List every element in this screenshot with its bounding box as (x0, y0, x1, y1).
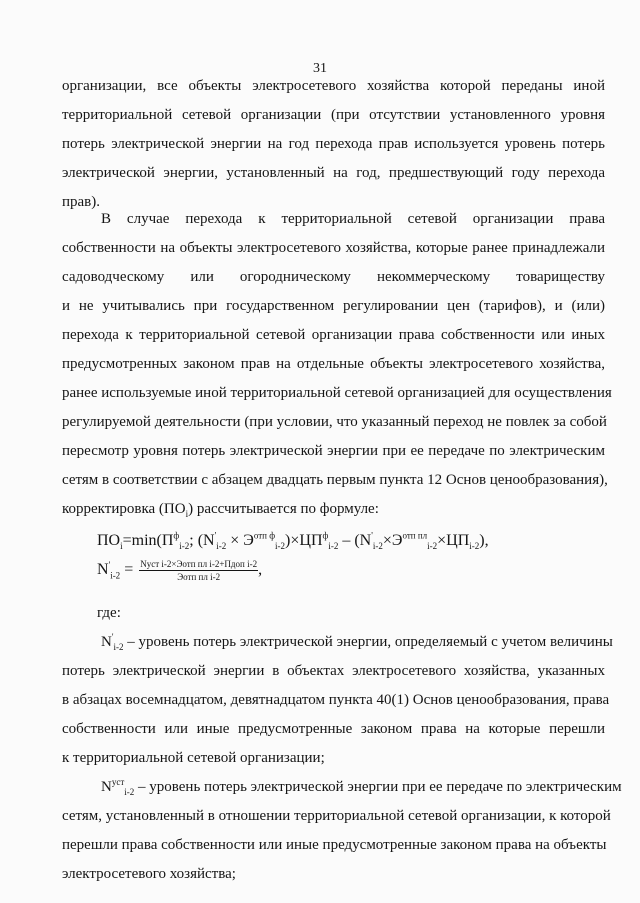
text-line: предусмотренных законом прав на отдельные объекты электросетевого хозяйства, (62, 356, 605, 372)
text-line: электросетевого хозяйства; (62, 866, 236, 882)
text-line: сетям в соответствии с абзацем двадцать первым пункта 12 Основ ценообразования), (62, 472, 608, 488)
formula-po: $ПО_i=\min(П^ф_{i-2}$; $(N'_{i-2} \times Э^{отп ф}_{i-2})\times ЦП^ф_{i-2} - (N'_{i-2}\times Э^{отп пл}_{i-2}\times ЦП_{i-2})$, (97, 530, 489, 552)
text-line: электрической энергии, установленный на год, предшествующий году перехода (62, 165, 605, 181)
text-line: перешли права собственности или иные предусмотренные законом права на объекты (62, 837, 607, 853)
text-line: сетям, установленный в отношении территориальной сетевой организации, к которой (62, 808, 611, 824)
text-line: потерь электрической энергии на год перехода прав используется уровень потерь (62, 136, 605, 152)
formula-intro: корректировка $(ПО_i)$ рассчитывается по формуле: (62, 501, 379, 519)
where-label: где: (97, 605, 121, 621)
text-line: к территориальной сетевой организации; (62, 750, 325, 766)
text-line: ранее используемые иной территориальной сетевой организацией для осуществления (62, 385, 612, 401)
text-line: в абзацах восемнадцатом, девятнадцатом пункта 40(1) Основ ценообразования, права (62, 692, 610, 708)
definition-first-line: $N'_{i-2}$ – уровень потерь электрической энергии, определяемый с учетом величины (101, 632, 613, 652)
text-line: территориальной сетевой организации (при отсутствии установленного уровня (62, 107, 605, 123)
text-line: собственности или иные предусмотренные законом права на которые перешли (62, 721, 605, 737)
fraction (139, 559, 258, 582)
text-line: пересмотр уровня потерь электрической энергии при ее передаче по электрическим (62, 443, 605, 459)
text-line: прав). (62, 194, 101, 210)
text-line: и не учитывались при государственном регулировании цен (тарифов), и (или) (62, 298, 605, 314)
formula-n: $N'_{i-2}$ = $\frac{\text{Nуст i-2×Эотп пл i-2+Пдоп i-2}}{\text{Эотп пл i-2}}$ , (97, 559, 263, 582)
text-line: потерь электрической энергии в объектах электросетевого хозяйства, указанных (62, 663, 605, 679)
fraction-numerator: Nуст i-2×Эотп пл i-2+Пдоп i-2 (140, 559, 258, 569)
text-line: В случае перехода к территориальной сетевой организации права (101, 211, 605, 227)
text-line: регулируемой деятельности (при условии, что указанный переход не повлек за собой (62, 414, 607, 430)
text-line: собственности на объекты электросетевого хозяйства, которые ранее принадлежали (62, 240, 605, 256)
text-line: перехода к территориальной сетевой организации права собственности или иных (62, 327, 605, 343)
fraction-denominator: Эотп пл i-2 (177, 572, 221, 582)
definition-first-line: $N^{уст}_{i-2}$ – уровень потерь электрической энергии при ее передаче по электрическим (101, 777, 622, 797)
page-number: 31 (313, 61, 327, 76)
text-line: садоводческому или огородническому некоммерческому товариществу (62, 269, 605, 285)
text-line: организации, все объекты электросетевого хозяйства которой переданы иной (62, 78, 605, 94)
